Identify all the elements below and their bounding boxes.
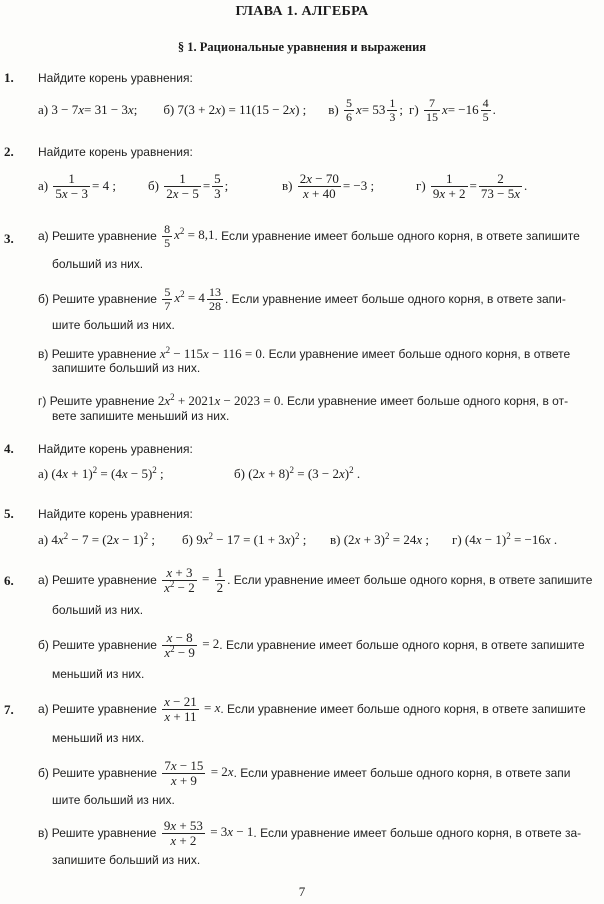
problem-3v: в) Решите уравнение $x^2 - 115x - 116 = 0$ . Если уравнение имеет больше одного корня, в ответе (38, 345, 571, 361)
condition-text: . Если уравнение имеет больше одного корня, в ответе (261, 347, 571, 361)
item-label: б) (38, 292, 49, 306)
section-title: § 1. Рациональные уравнения и выражения (177, 40, 427, 54)
problem-number: 5. (4, 506, 14, 521)
item-label: а) (38, 178, 49, 193)
problem-number: 2. (4, 144, 14, 159)
continuation-text: меньший из них. (52, 731, 145, 745)
item-label: б) (148, 178, 159, 193)
item-label: в) (282, 178, 293, 193)
continuation-text: запишите больший из них. (52, 853, 201, 867)
equation-row: а) $(4x + 1)^2 = (4x - 5)^2$ ; б) $(2x + 8)^2 = (3 - 2x)^2$ . (38, 465, 361, 481)
item-label: а) (38, 229, 49, 243)
equation-row: а) $4x^2 - 7 = (2x - 1)^2$ ; б) $9x^2 - 17 = (1 + 3x)^2$ ; в) $(2x + 3)^2 = 24x$ ; г) $(4x - 1)^2 = -16x$ . (38, 531, 558, 547)
problem-number: 7. (4, 702, 14, 717)
item-label: г) (409, 102, 419, 117)
item-label: а) (38, 532, 49, 547)
item-label: а) (38, 573, 49, 587)
condition-text: . Если уравнение имеет больше одного корня, в ответе за- (253, 826, 582, 840)
continuation-text: шите больший из них. (52, 318, 175, 332)
problem-7a: а) Решите уравнение $\frac{x - 21}{x + 11}$ = x . Если уравнение имеет больше одного корня, в ответе запишите (38, 693, 586, 724)
continuation-text: шите больший из них. (52, 793, 175, 807)
problem-number: 3. (4, 231, 14, 246)
item-label: г) (452, 532, 462, 547)
item-label: г) (38, 394, 47, 408)
item-label: а) (38, 102, 49, 117)
condition-text: . Если уравнение имеет больше одного корня, в ответе запишите (219, 638, 585, 652)
solve-text: Решите уравнение (51, 826, 157, 840)
problem-number: 1. (4, 70, 14, 85)
item-label: в) (328, 102, 339, 117)
problem-prompt: Найдите корень уравнения: (38, 71, 193, 85)
problem-6a: а) Решите уравнение $\frac{x + 3}{x^2 - 2}$ = $\frac{1}{2}$ . Если уравнение имеет больше одного корня, в ответе запишите (38, 564, 593, 595)
item-label: б) (163, 102, 175, 117)
problem-7b: б) Решите уравнение $\frac{7x - 15}{x + 9}$ = 2x . Если уравнение имеет больше одного корня, в ответе запи (38, 757, 571, 788)
condition-text: . Если уравнение имеет больше одного корня, в ответе запишите (214, 229, 580, 243)
condition-text: . Если уравнение имеет больше одного корня, в ответе запишите (220, 702, 586, 716)
problem-6b: б) Решите уравнение $\frac{x - 8}{x^2 - 9}$ = 2 . Если уравнение имеет больше одного корня, в ответе запишите (38, 629, 585, 660)
solve-text: Решите уравнение (52, 638, 157, 652)
item-label: б) (234, 466, 245, 481)
solve-text: Решите уравнение (52, 292, 157, 306)
condition-text: . Если уравнение имеет больше одного корня, в от- (280, 394, 569, 408)
problem-3g: г) Решите уравнение $2x^2 + 2021x - 2023 = 0$ . Если уравнение имеет больше одного корня, в от- (38, 392, 569, 408)
page-number: 7 (298, 884, 306, 899)
item-label: б) (38, 766, 49, 780)
continuation-text: больший из них. (52, 603, 144, 617)
condition-text: . Если уравнение имеет больше одного корня, в ответе запи (233, 766, 571, 780)
continuation-text: меньший из них. (52, 667, 145, 681)
solve-text: Решите уравнение (52, 766, 157, 780)
problem-number: 6. (4, 573, 14, 588)
problem-7v: в) Решите уравнение $\frac{9x + 53}{x + 2}$ = 3x − 1 . Если уравнение имеет больше одного корня, в ответе за- (38, 817, 582, 848)
equation-row: а) $\frac{1}{5x - 3}$ = 4 ; б) $\frac{1}{2x - 5}$ = $\frac{5}{3}$ ; в) $\frac{2x - 70}{x + 40}$ = −3 ; г) $\frac{1}{9x + 2}$ = $\frac{2}{73 - 5x}$ . (38, 170, 528, 201)
problem-prompt: Найдите корень уравнения: (38, 507, 193, 521)
condition-text: . Если уравнение имеет больше одного корня, в ответе запи- (224, 292, 566, 306)
continuation-text: запишите больший из них. (52, 361, 201, 375)
solve-text: Решите уравнение (51, 347, 157, 361)
problem-number: 4. (4, 441, 14, 456)
item-label: б) (182, 532, 193, 547)
problem-prompt: Найдите корень уравнения: (38, 442, 193, 456)
problem-prompt: Найдите корень уравнения: (38, 145, 193, 159)
chapter-title: ГЛАВА 1. АЛГЕБРА (235, 4, 369, 19)
item-label: в) (38, 826, 49, 840)
item-label: в) (330, 532, 341, 547)
solve-text: Решите уравнение (49, 394, 155, 408)
item-label: а) (38, 466, 49, 481)
continuation-text: больший из них. (52, 257, 144, 271)
continuation-text: вете запишите меньший из них. (52, 409, 230, 423)
solve-text: Решите уравнение (52, 702, 157, 716)
item-label: г) (416, 178, 426, 193)
solve-text: Решите уравнение (52, 573, 157, 587)
problem-3a: а) Решите уравнение $\frac{8}{5}$ $x^2 = 8,1$ . Если уравнение имеет больше одного корня, в ответе запишите (38, 221, 580, 250)
item-label: а) (38, 702, 49, 716)
item-label: в) (38, 347, 49, 361)
problem-3b: б) Решите уравнение $\frac{5}{7}$ $x^2 = 4$ $\frac{13}{28}$ . Если уравнение имеет больше одного корня, в ответе запи- (38, 284, 566, 313)
equation-row: а) 3 − 7 x = 31 − 3 x ; б) 7(3 + 2 x ) = 11(15 − 2 x ) ; в) $\frac{5}{6}$ x = 53 $\frac{1}{3}$ ; г) $\frac{7}{15}$ x = −16 $\frac{4}{5}$ . (38, 95, 496, 124)
solve-text: Решите уравнение (52, 229, 157, 243)
item-label: б) (38, 638, 49, 652)
condition-text: . Если уравнение имеет больше одного корня, в ответе запишите (227, 573, 593, 587)
